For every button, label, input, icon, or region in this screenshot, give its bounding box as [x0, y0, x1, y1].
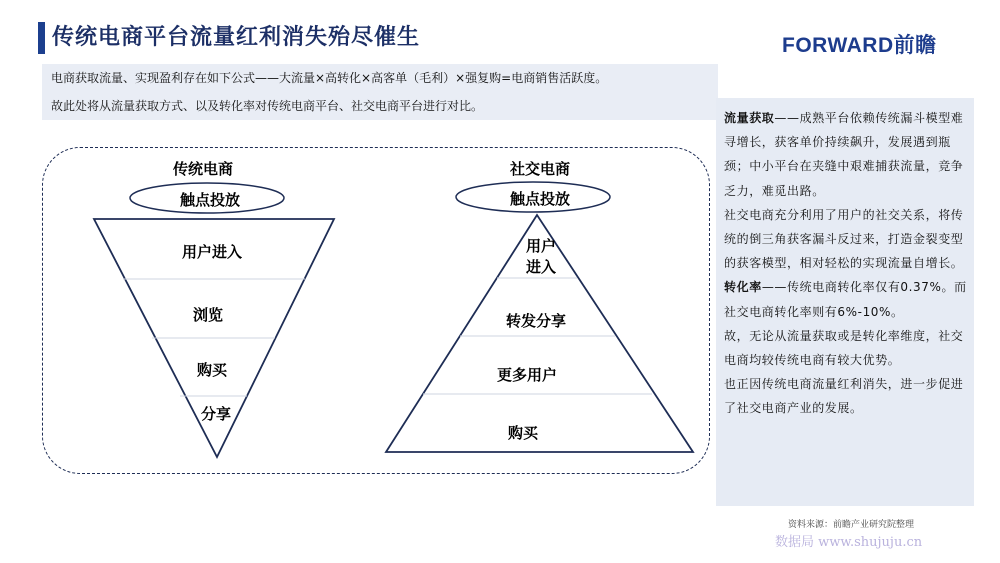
forward-logo: FORWARD前瞻	[782, 34, 937, 57]
traditional-touchpoint-label: 触点投放	[179, 191, 241, 209]
sidebar-paragraph-social: 社交电商充分利用了用户的社交关系，将传统的倒三角获客漏斗反过来，打造金裂变型的获客模型，相对轻松的实现流量自增长。	[724, 207, 964, 271]
conversion-text: ——传统电商转化率仅有0.37%。而社交电商转化率则有6%-10%。	[724, 280, 967, 319]
social-heading: 社交电商	[509, 160, 571, 178]
traditional-layer-3: 购买	[196, 361, 228, 379]
traditional-layer-1: 用户进入	[181, 243, 243, 261]
site-watermark: 数据局 www.shujuju.cn	[775, 535, 923, 550]
page-title: 传统电商平台流量红利消失殆尽催生	[52, 25, 421, 50]
social-layer-1-line-2: 进入	[525, 258, 557, 276]
conversion-label: 转化率	[724, 280, 762, 295]
sidebar-paragraph-advantage: 故，无论从流量获取或是转化率维度，社交电商均较传统电商有较大优势。	[724, 328, 964, 368]
sidebar-paragraph-traffic	[724, 106, 972, 203]
traditional-layer-4: 分享	[200, 405, 232, 423]
sidebar-paragraph-conclusion: 也正因传统电商流量红利消失，进一步促进了社交电商产业的发展。	[724, 377, 964, 416]
social-layer-4: 购买	[507, 424, 539, 442]
source-note: 资料来源：前瞻产业研究院整理	[788, 520, 915, 530]
traditional-heading: 传统电商	[172, 160, 234, 178]
social-touchpoint-label: 触点投放	[509, 190, 571, 208]
analysis-sidebar	[716, 98, 974, 506]
traffic-text: ——成熟平台依赖传统漏斗模型难寻增长，获客单价持续飙升，发展遇到瓶颈；中小平台在夹缝中艰难捕获流量，竞争乏力，难觅出路。	[724, 111, 964, 198]
traditional-layer-2: 浏览	[192, 306, 224, 324]
social-layer-1-line-1: 用户	[525, 237, 557, 255]
social-layer-3: 更多用户	[496, 366, 558, 384]
traffic-label: 流量获取	[724, 111, 775, 125]
sidebar-paragraph-conversion	[724, 275, 972, 323]
intro-line-1: 电商获取流量、实现盈利存在如下公式——大流量×高转化×高客单（毛利）×强复购=电商销售活跃度。	[51, 71, 608, 85]
social-layer-2: 转发分享	[505, 312, 567, 330]
intro-line-2: 故此处将从流量获取方式、以及转化率对传统电商平台、社交电商平台进行对比。	[51, 99, 484, 113]
